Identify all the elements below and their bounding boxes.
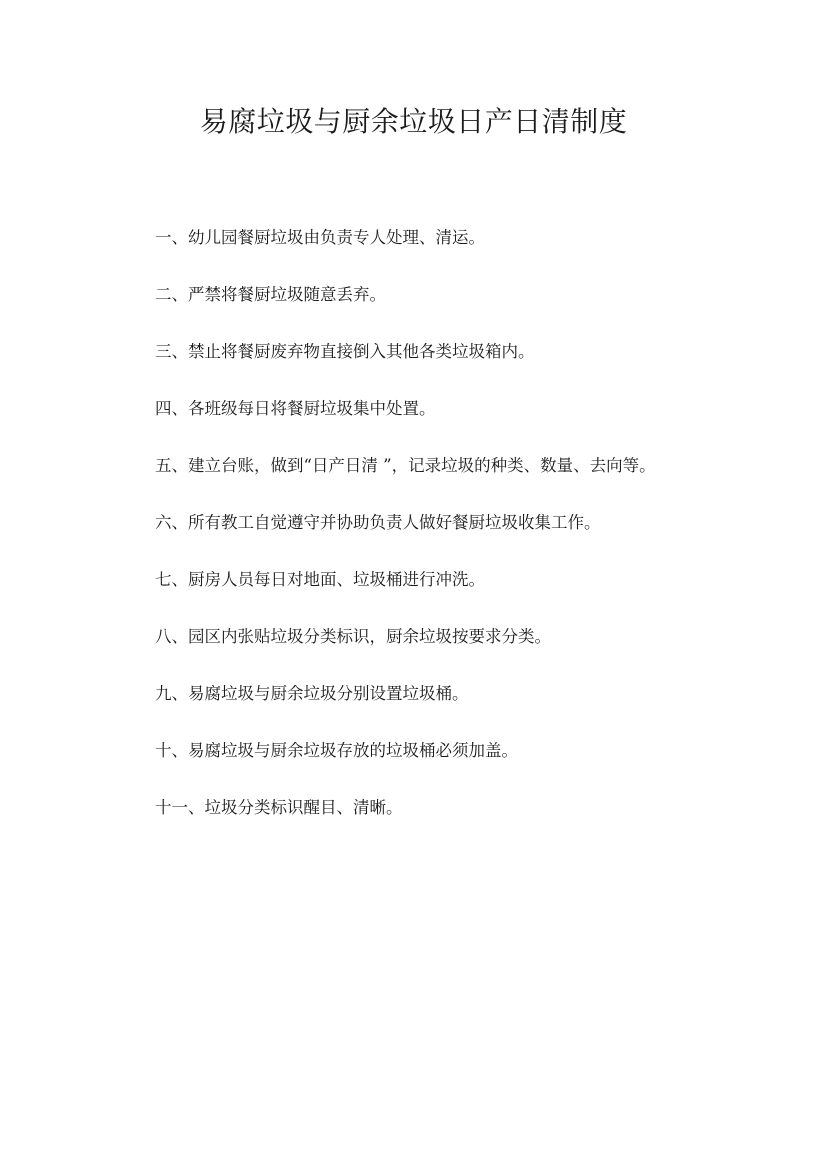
rule-item-8: 八、园区内张贴垃圾分类标识，厨余垃圾按要求分类。 — [155, 627, 551, 646]
rules-list — [155, 224, 815, 851]
rule-item-3: 三、禁止将餐厨废弃物直接倒入其他各类垃圾箱内。 — [155, 342, 535, 361]
rule-item-11: 十一、垃圾分类标识醒目、清晰。 — [155, 798, 403, 817]
rule-item-9: 九、易腐垃圾与厨余垃圾分别设置垃圾桶。 — [155, 684, 469, 703]
rule-item-2: 二、严禁将餐厨垃圾随意丢弃。 — [155, 285, 386, 304]
rule-item-6: 六、所有教工自觉遵守并协助负责人做好餐厨垃圾收集工作。 — [155, 513, 601, 532]
rule-item-4: 四、各班级每日将餐厨垃圾集中处置。 — [155, 399, 436, 418]
rule-item-7: 七、厨房人员每日对地面、垃圾桶进行冲洗。 — [155, 570, 485, 589]
document-title: 易腐垃圾与厨余垃圾日产日清制度 — [199, 105, 628, 138]
rule-item-10: 十、易腐垃圾与厨余垃圾存放的垃圾桶必须加盖。 — [155, 741, 518, 760]
rule-item-5: 五、建立台账，做到“日产日清 ”，记录垃圾的种类、数量、去向等。 — [155, 456, 656, 475]
rule-item-1: 一、幼儿园餐厨垃圾由负责专人处理、清运。 — [155, 228, 485, 247]
